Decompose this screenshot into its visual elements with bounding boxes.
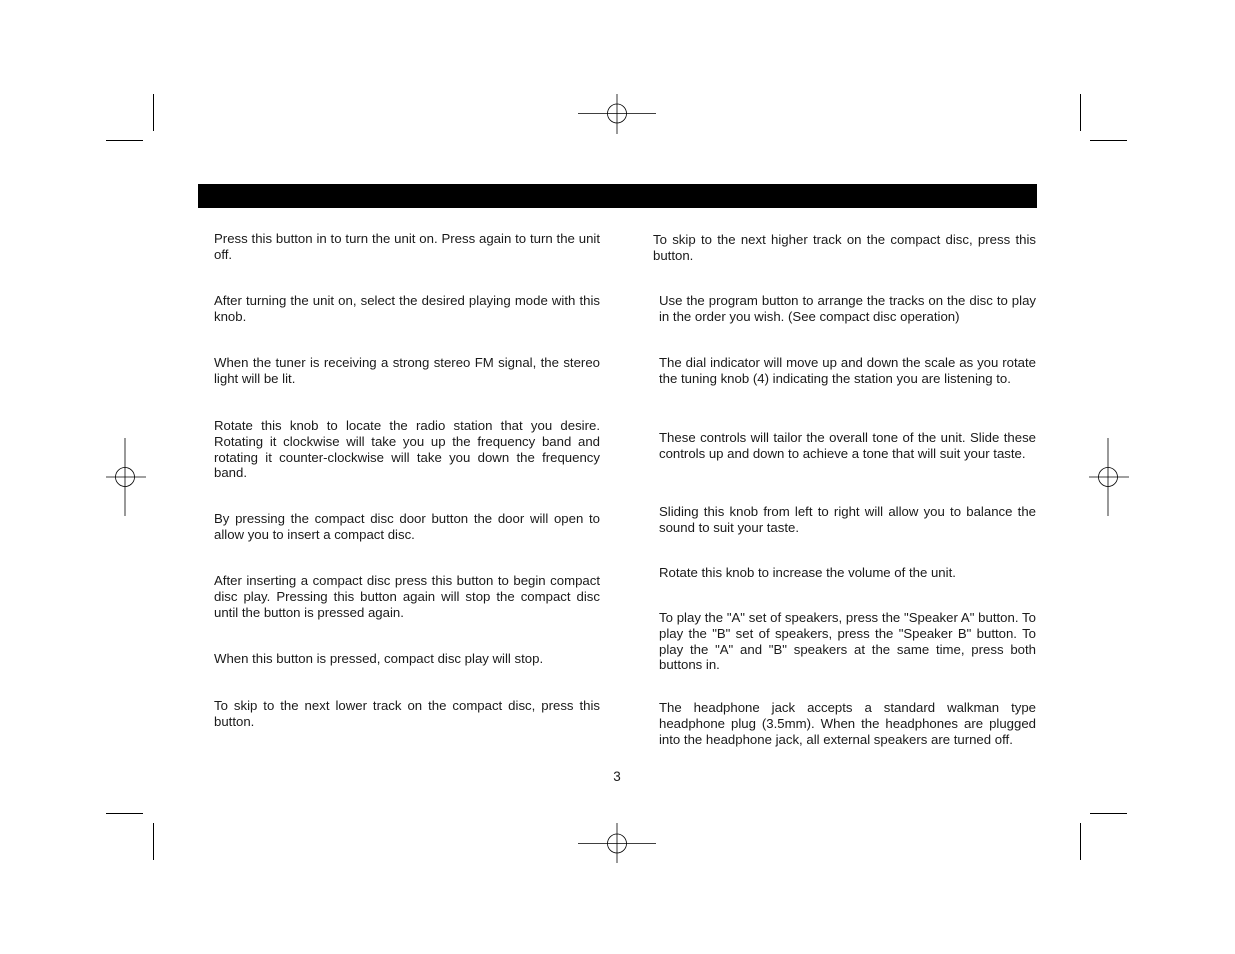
paragraph-tuning-knob: Rotate this knob to locate the radio station that you desire. Rotating it clockwise will take you up the frequency band and rotating it counter-clockwise will take you down the frequency band. xyxy=(214,418,600,481)
registration-mark-bottom xyxy=(578,823,656,863)
crop-mark-bottom-left-horizontal xyxy=(106,813,143,814)
paragraph-tone-controls: These controls will tailor the overall tone of the unit. Slide these controls up and down to achieve a tone that will suit your taste. xyxy=(659,430,1036,461)
paragraph-speaker-buttons: To play the "A" set of speakers, press the "Speaker A" button. To play the "B" set of speakers, press the "Speaker B" button. To play the "A" and "B" speakers at the same time, press both buttons in. xyxy=(659,610,1036,673)
registration-mark-right xyxy=(1089,438,1129,516)
crop-mark-bottom-left-vertical xyxy=(153,823,154,860)
page-number: 3 xyxy=(613,769,621,784)
paragraph-stereo-light: When the tuner is receiving a strong stereo FM signal, the stereo light will be lit. xyxy=(214,355,600,386)
registration-mark-top xyxy=(578,94,656,134)
paragraph-mode-knob: After turning the unit on, select the desired playing mode with this knob. xyxy=(214,293,600,324)
paragraph-stop-button: When this button is pressed, compact disc play will stop. xyxy=(214,651,544,666)
paragraph-headphone-jack: The headphone jack accepts a standard walkman type headphone plug (3.5mm). When the headphones are plugged into the headphone jack, all external speakers are turned off. xyxy=(659,700,1036,747)
paragraph-skip-down-button: To skip to the next lower track on the compact disc, press this button. xyxy=(214,698,600,729)
crop-mark-top-left-vertical xyxy=(153,94,154,131)
header-bar xyxy=(198,184,1037,208)
crop-mark-top-right-vertical xyxy=(1080,94,1081,131)
paragraph-dial-indicator: The dial indicator will move up and down the scale as you rotate the tuning knob (4) indicating the station you are listening to. xyxy=(659,355,1036,386)
crop-mark-bottom-right-horizontal xyxy=(1090,813,1127,814)
crop-mark-top-left-horizontal xyxy=(106,140,143,141)
registration-mark-left xyxy=(106,438,146,516)
paragraph-play-button: After inserting a compact disc press this button to begin compact disc play. Pressing this button again will stop the compact disc until the button is pressed again. xyxy=(214,573,600,620)
paragraph-power-button: Press this button in to turn the unit on. Press again to turn the unit off. xyxy=(214,231,600,262)
paragraph-program-button: Use the program button to arrange the tracks on the disc to play in the order you wish. (See compact disc operation) xyxy=(659,293,1036,324)
crop-mark-bottom-right-vertical xyxy=(1080,823,1081,860)
paragraph-cd-door-button: By pressing the compact disc door button the door will open to allow you to insert a compact disc. xyxy=(214,511,600,542)
crop-mark-top-right-horizontal xyxy=(1090,140,1127,141)
paragraph-skip-up-button: To skip to the next higher track on the compact disc, press this button. xyxy=(653,232,1036,263)
paragraph-volume-knob: Rotate this knob to increase the volume of the unit. xyxy=(659,565,956,580)
paragraph-balance-knob: Sliding this knob from left to right will allow you to balance the sound to suit your taste. xyxy=(659,504,1036,535)
